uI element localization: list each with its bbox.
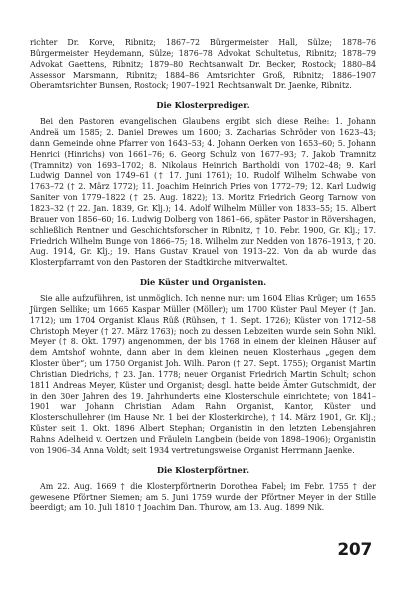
document-page (30, 38, 376, 514)
page-number: 207 (337, 540, 372, 560)
section-paragraph-kuester-organisten: Sie alle aufzuführen, ist unmöglich. Ich nenne nur: um 1604 Elias Krüger; um 1655 Jürgen Sellike; um 1665 Kaspar Müller (Möller); um 1700 Küster Paul Meyer († Jan. 1712); um 1704 Organist Klaus Rüß (Rühsen, † 1. Sept. 1726); Küster von 1712–58 Christoph Meyer († 27. März 1763); noch zu dessen Lebzeiten wurde sein Sohn Nikl. Meyer († 8. Okt. 1797) angenommen, der bis 1768 in einem der kleinen Häuser auf dem Amtshof wohnte, dann aber in dem kleinen neuen Klosterhaus „gegen dem Kloster über“; um 1750 Organist Joh. Wilh. Paron († 27. Sept. 1755); Organist Martin Christian Diedrichs, † 23. Jan. 1778; neuer Organist Friedrich Martin Schult; schon 1811 Andreas Meyer, Küster und Organist; desgl. hatte beide Ämter Gutschmidt, der in den 30er Jahren des 19. Jahrhunderts eine Klosterschule einrichtete; von 1841–1901 war Johann Christian Adam Rahn Organist, Kantor, Küster und Klosterschullehrer (im Hause Nr. 1 bei der Klosterkirche), † 14. März 1901, Gr. Klj.; Küster seit 1. Okt. 1896 Albert Stephan; Organistin in den letzten Lebensjahren Rahns Adelheid v. Oertzen und Fräulein Langbein (beide von 1898–1906); Organistin von 1906–34 Anna Voldt; seit 1934 vertretungsweise Organist Herrmann Jaenke. (30, 294, 376, 455)
section-heading-kuester-organisten: Die Küster und Organisten. (139, 277, 267, 288)
section-heading-klosterprediger: Die Klosterprediger. (156, 100, 250, 111)
intro-paragraph: richter Dr. Korve, Ribnitz; 1867–72 Bürgermeister Hall, Sülze; 1878–76 Bürgermeister Heydemann, Sülze; 1876–78 Advokat Schultetus, Ribnitz; 1878–79 Advokat Gaettens, Ribnitz; 1879–80 Rechtsanwalt Dr. Becker, Rostock; 1880–84 Assessor Marsmann, Ribnitz; 1884–86 Amtsrichter Groß, Ribnitz; 1886–1907 Oberamtsrichter Bunsen, Rostock; 1907–1921 Rechtsanwalt Dr. Jaenke, Ribnitz. (30, 38, 376, 91)
section-heading-klosterpfoertner: Die Klosterpförtner. (156, 464, 250, 475)
section-paragraph-klosterpfoertner: Am 22. Aug. 1669 † die Klosterpförtnerin Dorothea Fabel; im Febr. 1755 † der gewesene Pförtner Siemen; am 5. Juni 1759 wurde der Pförtner Meyer in der Stille beerdigt; am 10. Juli 1810 † Joachim Dan. Thurow, am 13. Aug. 1899 Nik. (30, 481, 376, 513)
section-paragraph-klosterprediger: Bei den Pastoren evangelischen Glaubens ergibt sich diese Reihe: 1. Johann Andreä um 1585; 2. Daniel Drewes um 1600; 3. Zacharias Schröder von 1623–43; dann Gemeinde ohne Pfarrer von 1643–53; 4. Johann Oerken von 1653–60; 5. Johann Henrici (Hinrichs) von 1661–76; 6. Georg Schulz von 1677–93; 7. Jakob Tramnitz (Tramnitz) von 1693–1702; 8. Nikolaus Heinrich Bartholdi von 1702–48; 9. Karl Ludwig Dannel von 1749–61 († 17. Juni 1761); 10. Rudolf Wilhelm Schwabe von 1763–72 († 2. März 1772); 11. Joachim Heinrich Pries von 1772–79; 12. Karl Ludwig Saniter von 1779–1822 († 25. Aug. 1822); 13. Moritz Friedrich Georg Tarnow von 1823–32 († 22. Jan. 1839, Gr. Klj.); 14. Adolf Wilhelm Müller von 1833–55; 15. Albert Brauer von 1856–60; 16. Ludwig Dolberg von 1861–66, später Pastor in Rövershagen, schließlich Rentner und Geschichtsforscher in Ribnitz, † 10. Febr. 1900, Gr. Klj.; 17. Friedrich Wilhelm Bunge von 1866–75; 18. Wilhelm zur Nedden von 1876–1913, † 20. Aug. 1914, Gr. Klj.; 19. Hans Gustav Krauel von 1913–22. Von da ab wurde das Klosterpfarramt von den Pastoren der Stadtkirche mitverwaltet. (30, 117, 376, 268)
